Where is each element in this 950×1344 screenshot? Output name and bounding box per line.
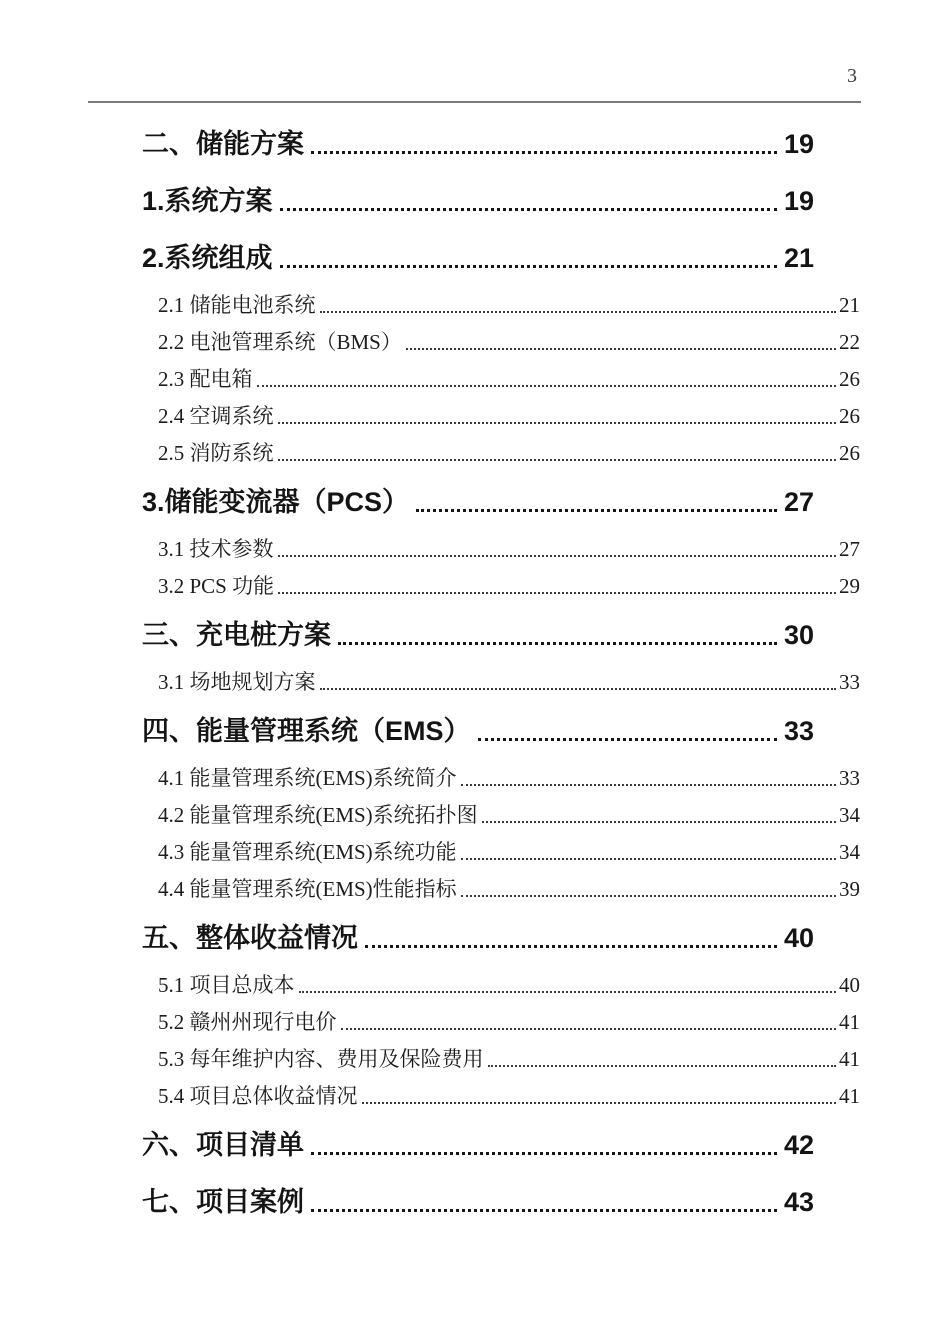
toc-entry-label: 1.系统方案 [142, 186, 273, 216]
toc-entry-page: 19 [783, 186, 814, 216]
toc-entry[interactable] [158, 292, 862, 318]
toc-entry-page: 26 [839, 404, 860, 428]
dot-leader [311, 151, 777, 154]
toc-entry-page: 41 [839, 1047, 860, 1071]
toc-entry-page: 34 [839, 803, 860, 827]
toc-entry-page: 29 [839, 574, 860, 598]
toc-entry-label: 2.3 配电箱 [158, 367, 253, 391]
dot-leader [461, 895, 836, 897]
toc-entry-label: 2.1 储能电池系统 [158, 293, 316, 317]
dot-leader [320, 311, 837, 313]
toc-entry-page: 30 [783, 620, 814, 650]
page-header [88, 0, 861, 103]
toc-entry-page: 33 [783, 716, 814, 746]
toc-entry-label: 4.1 能量管理系统(EMS)系统简介 [158, 766, 457, 790]
dot-leader [482, 821, 836, 823]
toc-entry[interactable] [142, 921, 862, 955]
dot-leader [320, 688, 837, 690]
toc-entry-label: 5.4 项目总体收益情况 [158, 1084, 358, 1108]
toc-entry-label: 六、项目清单 [142, 1130, 304, 1160]
toc-entry-label: 3.2 PCS 功能 [158, 574, 275, 598]
dot-leader [278, 459, 837, 461]
dot-leader [365, 945, 777, 948]
dot-leader [461, 858, 836, 860]
toc-entry-label: 3.1 场地规划方案 [158, 670, 316, 694]
dot-leader [311, 1152, 777, 1155]
toc-entry-page: 33 [839, 670, 860, 694]
toc-entry[interactable] [158, 536, 862, 562]
toc-entry[interactable] [142, 714, 862, 748]
dot-leader [362, 1102, 837, 1104]
toc-entry-page: 33 [839, 766, 860, 790]
toc-entry-page: 21 [839, 293, 860, 317]
dot-leader [341, 1028, 837, 1030]
toc-entry-page: 40 [783, 923, 814, 953]
toc-entry-page: 41 [839, 1084, 860, 1108]
toc-entry[interactable] [158, 573, 862, 599]
toc-entry[interactable] [158, 876, 862, 902]
page-number: 3 [847, 65, 857, 87]
toc-entry-label: 4.2 能量管理系统(EMS)系统拓扑图 [158, 803, 478, 827]
dot-leader [280, 265, 777, 268]
toc-entry[interactable] [158, 972, 862, 998]
toc-entry[interactable] [158, 669, 862, 695]
toc-entry-label: 5.1 项目总成本 [158, 973, 295, 997]
toc-entry[interactable] [158, 329, 862, 355]
toc-entry[interactable] [142, 485, 862, 519]
toc-entry[interactable] [142, 618, 862, 652]
toc-entry-page: 41 [839, 1010, 860, 1034]
dot-leader [278, 555, 837, 557]
dot-leader [299, 991, 837, 993]
toc-entry-label: 2.2 电池管理系统（BMS） [158, 330, 402, 354]
dot-leader [406, 348, 836, 350]
toc-entry-label: 5.3 每年维护内容、费用及保险费用 [158, 1047, 484, 1071]
toc-entry[interactable] [142, 1185, 862, 1219]
toc-entry-label: 五、整体收益情况 [142, 923, 358, 953]
toc-entry[interactable] [158, 403, 862, 429]
toc-entry-label: 3.1 技术参数 [158, 537, 274, 561]
dot-leader [257, 385, 837, 387]
toc-entry[interactable] [158, 765, 862, 791]
dot-leader [278, 592, 836, 594]
toc-entry-page: 21 [783, 243, 814, 273]
toc-entry-page: 40 [839, 973, 860, 997]
toc-entry-page: 27 [783, 487, 814, 517]
toc-entry-page: 26 [839, 441, 860, 465]
toc-entry[interactable] [158, 1046, 862, 1072]
table-of-contents [88, 127, 862, 1219]
toc-entry[interactable] [158, 1083, 862, 1109]
toc-entry[interactable] [158, 839, 862, 865]
toc-entry[interactable] [142, 241, 862, 275]
toc-entry[interactable] [142, 184, 862, 218]
toc-entry-page: 19 [783, 129, 814, 159]
toc-entry-page: 39 [839, 877, 860, 901]
toc-entry-label: 2.4 空调系统 [158, 404, 274, 428]
toc-entry-label: 二、储能方案 [142, 129, 304, 159]
toc-entry[interactable] [158, 802, 862, 828]
toc-entry-page: 34 [839, 840, 860, 864]
dot-leader [461, 784, 836, 786]
dot-leader [278, 422, 837, 424]
dot-leader [338, 642, 777, 645]
toc-entry[interactable] [158, 366, 862, 392]
dot-leader [280, 208, 777, 211]
toc-entry-label: 2.5 消防系统 [158, 441, 274, 465]
dot-leader [416, 509, 777, 512]
toc-entry[interactable] [142, 127, 862, 161]
toc-entry[interactable] [158, 1009, 862, 1035]
toc-entry-label: 三、充电桩方案 [142, 620, 331, 650]
toc-entry-page: 22 [839, 330, 860, 354]
toc-entry-label: 四、能量管理系统（EMS） [142, 716, 471, 746]
dot-leader [488, 1065, 837, 1067]
toc-entry-page: 26 [839, 367, 860, 391]
toc-entry[interactable] [158, 440, 862, 466]
toc-entry-label: 4.3 能量管理系统(EMS)系统功能 [158, 840, 457, 864]
toc-entry-page: 43 [783, 1187, 814, 1217]
toc-entry-label: 5.2 赣州州现行电价 [158, 1010, 337, 1034]
toc-entry-page: 27 [839, 537, 860, 561]
toc-entry-label: 3.储能变流器（PCS） [142, 487, 410, 517]
toc-entry-label: 七、项目案例 [142, 1187, 304, 1217]
toc-entry-label: 2.系统组成 [142, 243, 273, 273]
dot-leader [311, 1209, 777, 1212]
toc-entry[interactable] [142, 1128, 862, 1162]
dot-leader [478, 738, 777, 741]
toc-entry-label: 4.4 能量管理系统(EMS)性能指标 [158, 877, 457, 901]
toc-entry-page: 42 [783, 1130, 814, 1160]
